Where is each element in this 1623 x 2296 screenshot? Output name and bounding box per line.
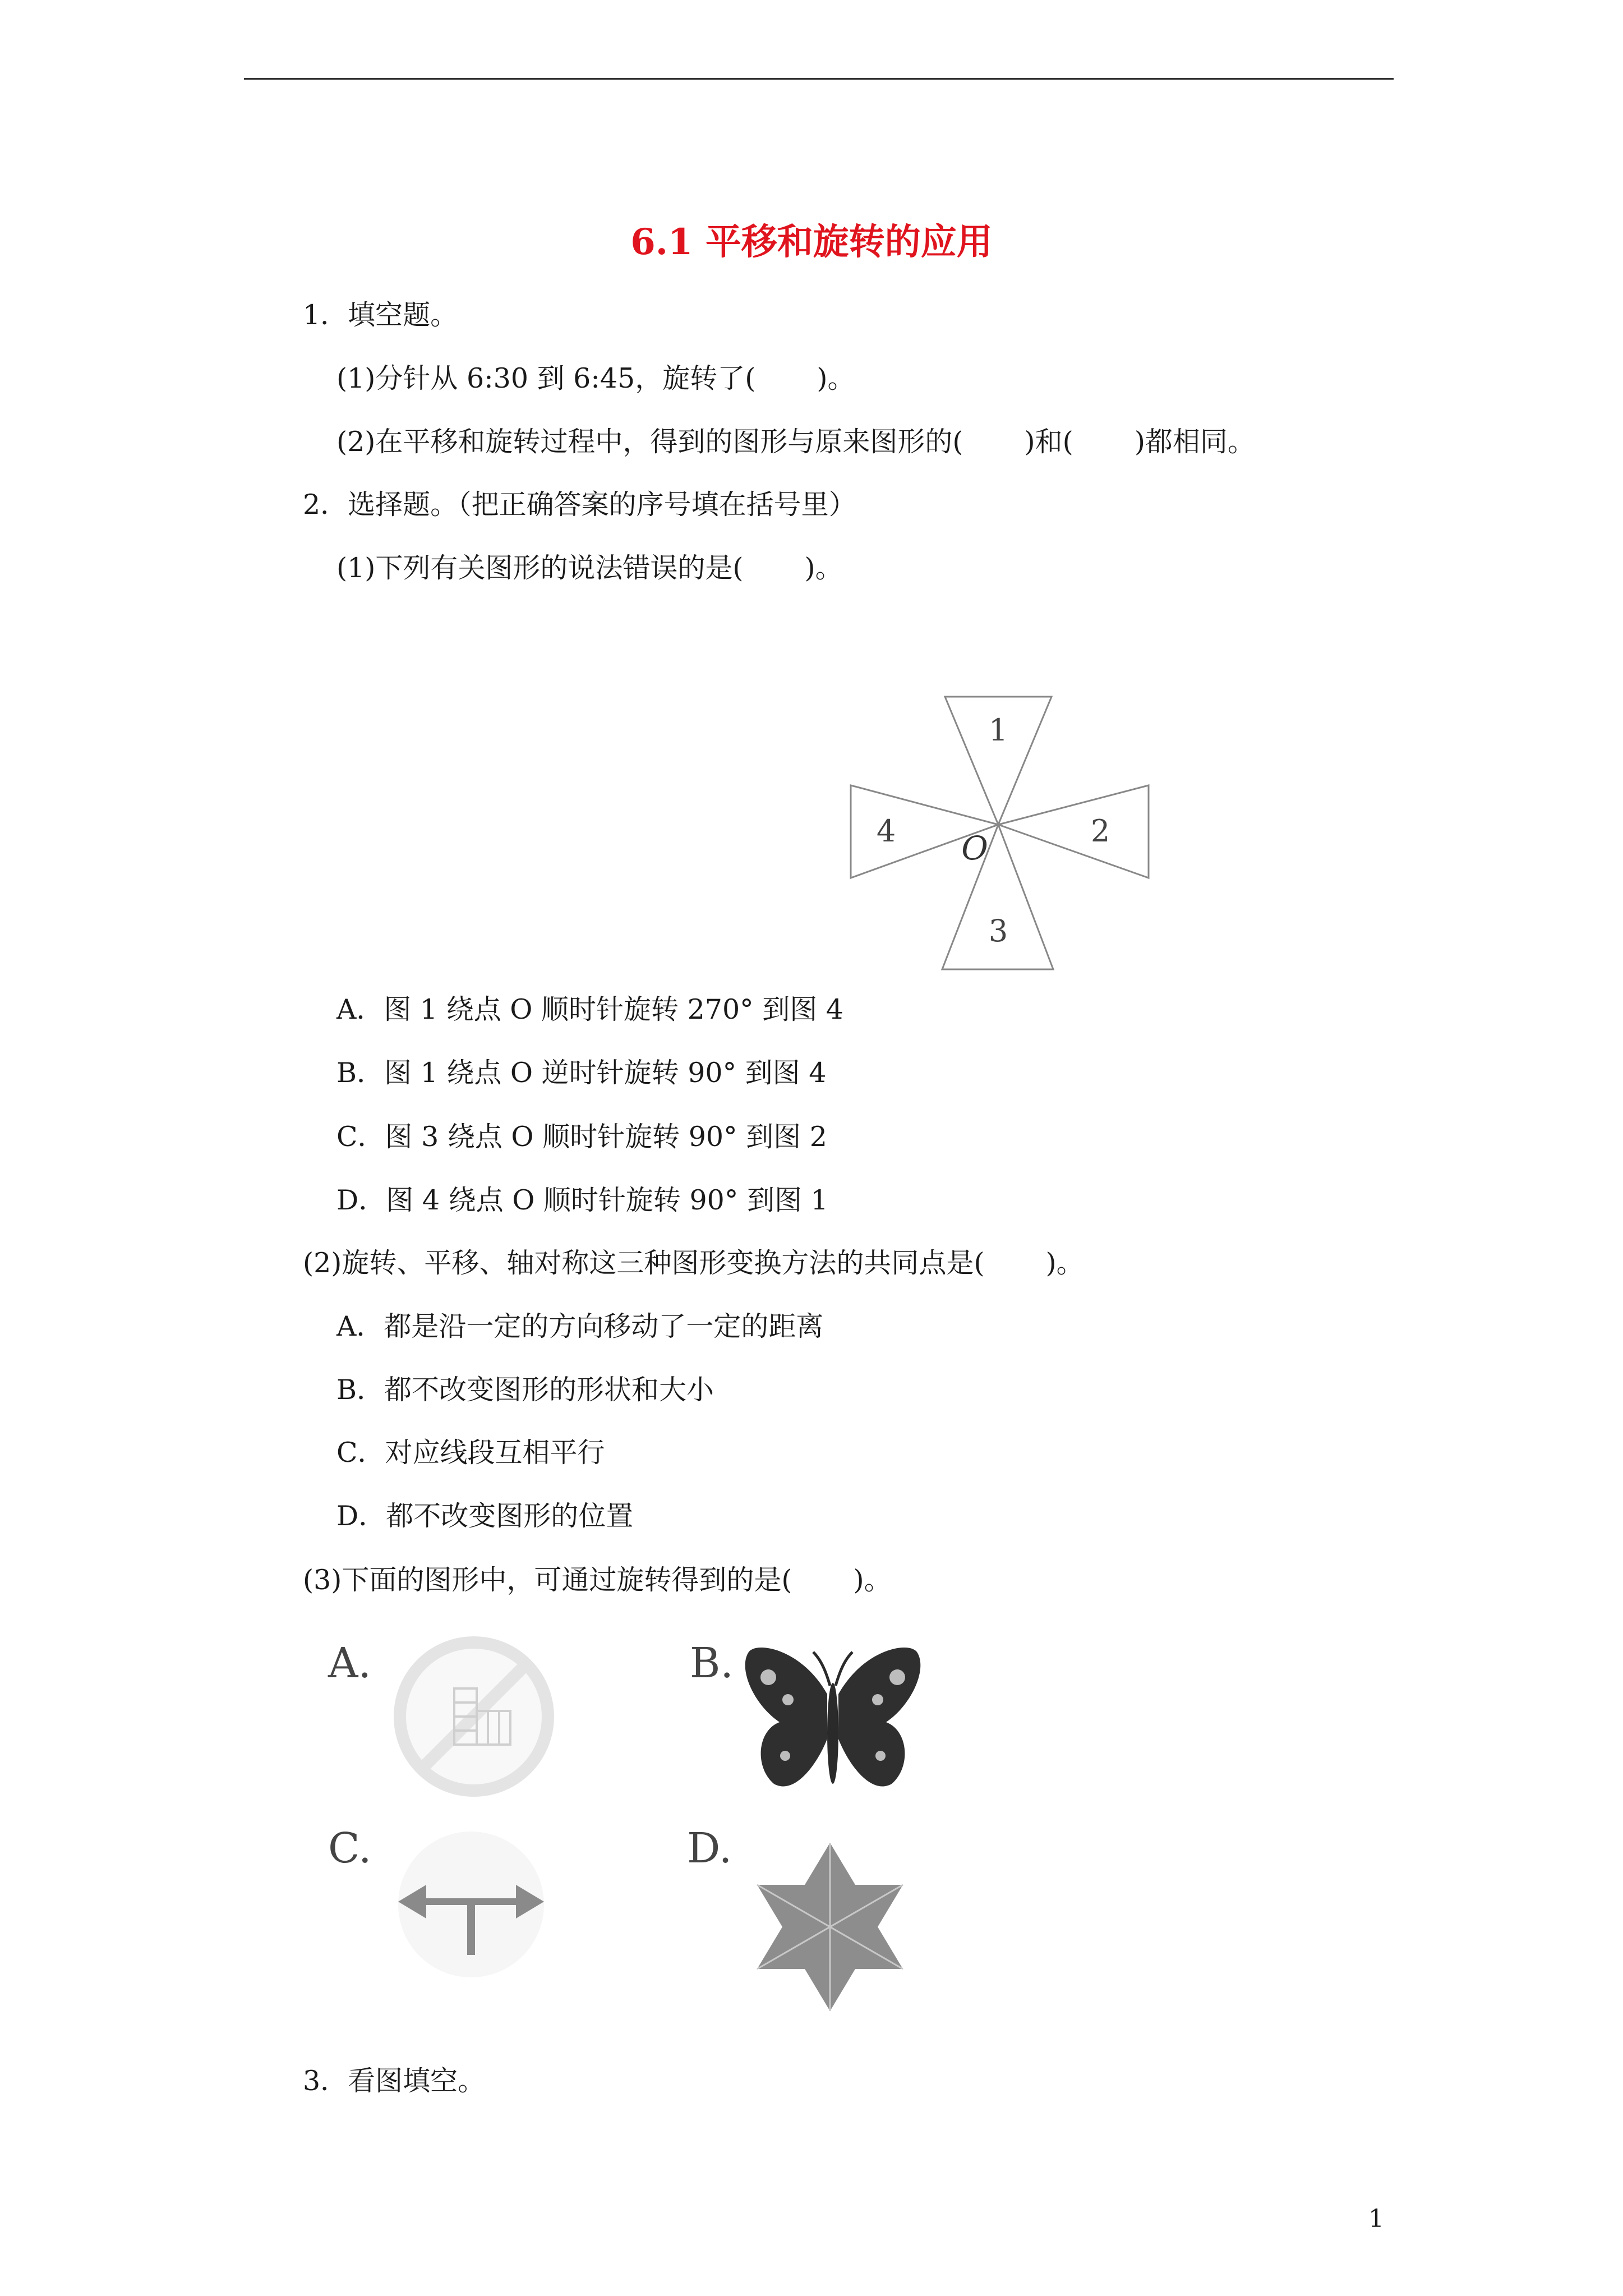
rotation-figure [830, 684, 1178, 987]
option-c-label: C. [328, 1824, 372, 1872]
option-a-label: A. [328, 1639, 371, 1687]
option-d-picture [757, 1843, 903, 2011]
label-3: 3 [988, 913, 1008, 949]
q2-1-option-c: C．图 3 绕点 O 顺时针旋转 90° 到图 2 [336, 1121, 827, 1153]
q2-1-option-a: A．图 1 绕点 O 顺时针旋转 270° 到图 4 [336, 993, 843, 1025]
label-o: O [961, 829, 988, 867]
option-a-picture [400, 1642, 548, 1791]
q2-1-option-d: D．图 4 绕点 O 顺时针旋转 90° 到图 1 [336, 1184, 828, 1216]
q3-heading: 3．看图填空。 [303, 2065, 486, 2097]
q2-item-1: (1)下列有关图形的说法错误的是( )。 [336, 552, 843, 584]
label-1: 1 [988, 712, 1008, 748]
option-c-picture [398, 1832, 544, 1977]
q2-2-option-c: C．对应线段互相平行 [336, 1437, 605, 1469]
label-4: 4 [876, 813, 896, 849]
triangle-2 [998, 785, 1149, 878]
option-b-picture [745, 1648, 921, 1786]
options-figure [320, 1627, 993, 2031]
q2-heading: 2．选择题。（把正确答案的序号填在括号里） [303, 489, 856, 521]
q2-2-option-a: A．都是沿一定的方向移动了一定的距离 [336, 1310, 824, 1342]
q1-item-2: (2)在平移和旋转过程中，得到的图形与原来图形的( )和( )都相同。 [336, 426, 1255, 458]
header-rule [244, 78, 1394, 80]
page-number: 1 [1368, 2205, 1384, 2233]
label-2: 2 [1090, 813, 1110, 849]
q2-item-3: (3)下面的图形中，可通过旋转得到的是( )。 [303, 1564, 892, 1596]
option-b-label: B. [690, 1639, 734, 1687]
q1-heading: 1．填空题。 [303, 299, 458, 331]
q1-item-1: (1)分针从 6:30 到 6:45，旋转了( )。 [336, 362, 855, 394]
page-title: 6.1 平移和旋转的应用 [630, 221, 993, 263]
q2-1-option-b: B．图 1 绕点 O 逆时针旋转 90° 到图 4 [336, 1057, 827, 1089]
option-d-label: D. [687, 1824, 732, 1872]
q2-item-2: (2)旋转、平移、轴对称这三种图形变换方法的共同点是( )。 [303, 1247, 1084, 1279]
q2-2-option-d: D．都不改变图形的位置 [336, 1500, 634, 1532]
q2-2-option-b: B．都不改变图形的形状和大小 [336, 1374, 714, 1406]
